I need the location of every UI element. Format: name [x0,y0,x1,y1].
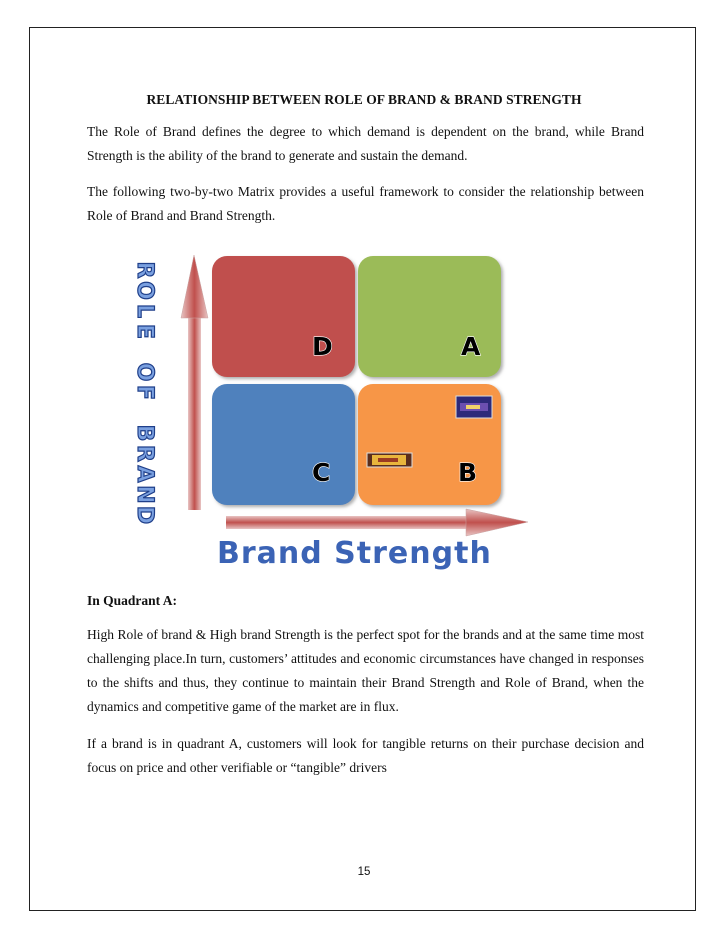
y-axis-label-letter: R [132,261,157,279]
y-axis-label-letter: N [132,485,157,504]
y-axis-label-letter: D [132,505,157,525]
y-axis-label [132,262,157,525]
quadrant-d [212,256,355,377]
y-axis-label-letter: F [132,384,157,401]
quadrant-b-letter: B [458,458,478,487]
y-axis-label-letter: R [132,445,157,462]
quadrant-a-paragraph-2: If a brand is in quadrant A, customers will look for tangible returns on their purchase decision and focus on price and other verifiable or “tangible” drivers [87,736,644,775]
quadrant-a-heading: In Quadrant A: [87,593,178,608]
y-axis-label-letter: L [132,303,157,319]
horizontal-axis-arrow [226,509,528,536]
matrix-intro-paragraph: The following two-by-two Matrix provides a useful framework to consider the relationship between Role of Brand and Brand Strength. [87,184,644,223]
page-number: 15 [357,866,371,878]
quadrant-a-letter: A [461,332,481,361]
x-axis-label: Brand Strength [217,536,492,571]
quadrant-a-paragraph-1: High Role of brand & High brand Strength is the perfect spot for the brands and at the same time most challenging place.In turn, customers’ attitudes and economic circumstances have changed in responses to the shifts and thus, they continue to maintain their Brand Strength and Role of Brand, when the dynamics and competitive game of the market are in flux. [87,627,644,714]
quadrant-d-letter: D [312,332,333,361]
intro-paragraph: The Role of Brand defines the degree to which demand is dependent on the brand, while Brand Strength is the ability of the brand to generate and sustain the demand. [87,124,644,163]
y-axis-label-letter: O [132,362,157,382]
chocolate-bar-image-1 [456,396,492,418]
page-title: RELATIONSHIP BETWEEN ROLE OF BRAND & BRAND STRENGTH [146,92,582,107]
quadrant-c [212,384,355,505]
vertical-axis-arrow [181,255,208,510]
y-axis-label-letter: E [132,323,157,340]
y-axis-label-letter: O [132,281,157,300]
quadrant-c-letter: C [312,458,331,487]
chocolate-bar-image-2 [367,453,412,467]
y-axis-label-letter: A [132,465,157,483]
y-axis-label-letter: B [132,424,157,442]
